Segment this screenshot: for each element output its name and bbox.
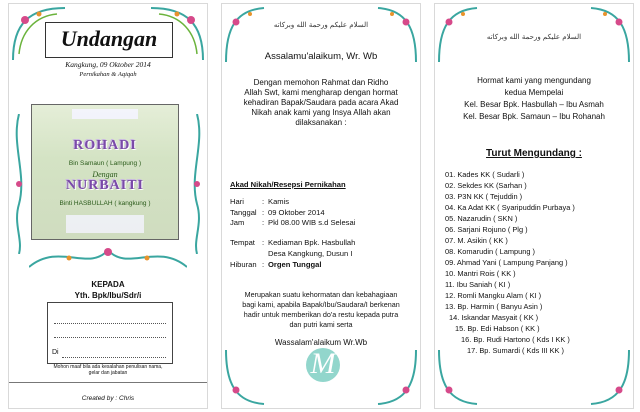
list-item: 16. Bp. Rudi Hartono ( Kds I KK )	[461, 335, 570, 344]
list-item: 08. Komarudin ( Lampung )	[445, 247, 535, 256]
bottom-ornament	[29, 242, 187, 272]
address-box	[47, 302, 173, 364]
monogram-logo: M	[306, 348, 340, 382]
intro-line-4: Nikah anak kami yang Insya Allah akan	[251, 108, 391, 117]
corner-ornament-bottom-right	[374, 348, 420, 408]
intro-line-1: Dengan memohon Rahmat dan Ridho	[253, 78, 389, 87]
spelling-note: Mohon maaf bila ada kesalahan penulisan nama, gelar dan jabatan	[53, 364, 163, 376]
cover-panel	[8, 3, 208, 409]
entertainment-value: Orgen Tunggal	[268, 260, 322, 269]
with-word: Dengan	[92, 170, 118, 179]
corner-ornament-bottom-left	[222, 348, 268, 408]
credit: Created by : Chris	[81, 395, 135, 402]
list-item: 14. Iskandar Masyait ( KK )	[449, 313, 539, 322]
farewell: Wassalam'alaikum Wr.Wb	[274, 338, 368, 347]
couple-name-card	[31, 104, 179, 240]
closing-line-4: dan putri kami serta	[289, 320, 353, 329]
to-line: Yth. Bpk/Ibu/Sdr/i	[74, 291, 142, 300]
list-item: 17. Bp. Sumardi ( Kds III KK )	[467, 346, 564, 355]
entertainment-label: Hiburan	[230, 260, 257, 269]
detail-label: Hari	[230, 197, 244, 206]
list-item: 03. P3N KK ( Tejuddin )	[445, 192, 523, 201]
closing-line-3: hadir untuk memberikan do'a restu kepada putra	[243, 310, 399, 319]
hosts-panel	[434, 3, 634, 409]
list-item: 13. Bp. Harmin ( Banyu Asin )	[445, 302, 543, 311]
detail-value: Pkl 08.00 WIB s.d Selesai	[268, 218, 356, 227]
event-title: Akad Nikah/Resepsi Pernikahan	[230, 180, 346, 189]
invitation-title: Undangan	[60, 26, 158, 51]
place-address: Desa Kangkung, Dusun I	[268, 249, 353, 258]
address-line	[62, 357, 166, 358]
detail-label: Tanggal	[230, 208, 257, 217]
intro-line-5: dilaksanakan :	[295, 118, 347, 127]
host-line-2: kedua Mempelai	[504, 88, 564, 97]
list-item: 02. Sekdes KK (Sarhan )	[445, 181, 527, 190]
to-label: KEPADA	[91, 280, 125, 289]
corner-ornament-bottom-left	[435, 348, 481, 408]
corner-ornament-bottom-right	[587, 348, 633, 408]
place-value: Kediaman Bpk. Hasbullah	[268, 238, 356, 247]
list-item: 11. Ibu Saniah ( KI )	[445, 280, 511, 289]
address-line	[54, 323, 166, 324]
list-item: 10. Mantri Rois ( KK )	[445, 269, 516, 278]
closing-line-1: Merupakan suatu kehormatan dan kebahagiaan	[244, 290, 398, 299]
list-item: 06. Sarjani Rojuno ( Plg )	[445, 225, 528, 234]
bride-name: NURBAITI	[65, 178, 144, 193]
groom-parent: Bin Samaun ( Lampung )	[68, 160, 142, 167]
arabic-greeting: السلام عليكم ورحمة الله وبركاته	[486, 33, 582, 41]
side-ornament-left	[9, 114, 29, 254]
di-label: Di	[52, 349, 59, 356]
host-line-4: Kel. Besar Bpk. Samaun – Ibu Rohanah	[463, 112, 605, 121]
detail-value: 09 Oktober 2014	[268, 208, 325, 217]
invitation-panel: السلام عليكم ورحمة الله وبركاته Assalamu'alaikum, Wr. Wb Dengan memohon Rahmat dan Ridho Allah Swt, kami mengharap dengan hormat kehadiran Bapak/Saudara pada acara Akad Nikah anak kami yang Insya Allah akan dilaksanakan : Akad Nikah/Resepsi Pernikahan Hari : Kamis Tanggal : 09 Oktober 2014 Jam : Pkl 08.00 WIB s.d Selesai Tempat : Kediaman Bpk. Hasbullah Desa Kangkung, Dusun I Hiburan : Orgen Tunggal Merupakan suatu kehormatan dan kebahagiaan bagi kami, apabila Bapak/Ibu/Saudara/I berkenan hadir untuk memberikan do'a restu kepada putra dan putri kami serta Wassalam'alaikum Wr.Wb M	[221, 3, 421, 409]
groom-name: ROHADI	[73, 138, 137, 153]
address-line	[54, 337, 166, 338]
list-item: 04. Ka Adat KK ( Syaripuddin Purbaya )	[445, 203, 575, 212]
side-ornament-right	[187, 114, 207, 254]
detail-label: Jam	[230, 218, 245, 227]
place-label: Tempat	[230, 238, 255, 247]
list-item: 15. Bp. Edi Habson ( KK )	[455, 324, 540, 333]
greeting: Assalamu'alaikum, Wr. Wb	[264, 51, 378, 62]
arabic-greeting: السلام عليكم ورحمة الله وبركاته	[273, 21, 369, 29]
intro-line-2: Allah Swt, kami mengharap dengan hormat	[244, 88, 398, 97]
cover-date: Kangkung, 09 Oktober 2014	[65, 60, 151, 69]
footer-divider	[9, 382, 207, 383]
host-line-3: Kel. Besar Bpk. Hasbullah – Ibu Asmah	[464, 100, 604, 109]
bride-parent: Binti HASBULLAH ( kangkung )	[59, 200, 151, 207]
list-item: 01. Kades KK ( Sudarli )	[445, 170, 525, 179]
detail-value: Kamis	[268, 197, 290, 206]
turut-title: Turut Mengundang :	[486, 148, 582, 159]
intro-line-3: kehadiran Bapak/Saudara pada acara Akad	[243, 98, 399, 107]
list-item: 05. Nazarudin ( SKN )	[445, 214, 518, 223]
list-item: 07. M. Asikin ( KK )	[445, 236, 508, 245]
title-box	[45, 22, 173, 58]
list-item: 09. Ahmad Yani ( Lampung Panjang )	[445, 258, 568, 267]
host-line-1: Hormat kami yang mengundang	[477, 76, 591, 85]
list-item: 12. Romli Mangku Alam ( KI )	[445, 291, 542, 300]
closing-line-2: bagi kami, apabila Bapak/Ibu/Saudara/I berkenan	[242, 300, 400, 309]
cover-subtitle: Pernikahan & Aqiqah	[79, 71, 137, 78]
